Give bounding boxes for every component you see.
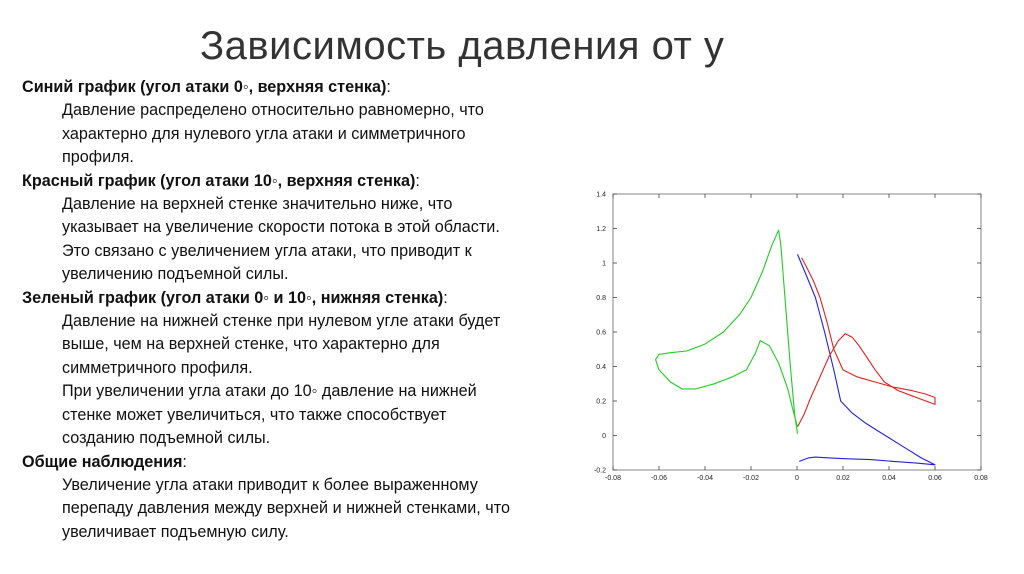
section-line: Давление на верхней стенке значительно ниже, что <box>62 195 453 214</box>
section-line: перепаду давления между верхней и нижней стенками, что <box>62 499 510 518</box>
section-line: характерно для нулевого угла атаки и симметричного <box>62 124 466 143</box>
x-tick-label: -0.02 <box>743 475 759 482</box>
section-line: Увеличение угла атаки приводит к более выраженному <box>62 475 478 494</box>
pressure-chart <box>585 186 995 496</box>
x-tick-label: -0.06 <box>651 475 667 482</box>
x-tick-label: 0.06 <box>928 475 942 482</box>
y-tick-label: 1.4 <box>596 191 606 199</box>
series-line-1 <box>798 254 936 464</box>
y-tick-label: 0.4 <box>596 364 606 371</box>
series-line-2 <box>798 258 936 427</box>
section-line: Давление распределено относительно равномерно, что <box>62 101 484 120</box>
section-line: выше, чем на верхней стенке, что характерно для <box>62 335 440 354</box>
slide-title: Зависимость давления от у <box>200 24 725 68</box>
y-tick-label: -0.2 <box>593 467 606 475</box>
x-tick-label: 0 <box>795 475 799 482</box>
section-heading: Красный график (угол атаки 10◦, верхняя стенка): <box>22 171 420 190</box>
y-tick-label: 1 <box>602 260 606 268</box>
y-tick-label: 0.8 <box>596 295 606 302</box>
section-line: Давление на нижней стенке при нулевом угле атаки будет <box>62 312 501 331</box>
x-tick-label: 0.08 <box>974 475 988 482</box>
chart-svg <box>585 186 995 496</box>
y-tick-label: 0.6 <box>596 329 606 337</box>
y-tick-label: 0 <box>602 433 606 440</box>
y-tick-label: 1.2 <box>596 226 606 233</box>
x-tick-label: 0.02 <box>836 475 850 482</box>
y-tick-label: 0.2 <box>596 398 606 406</box>
x-tick-label: 0.04 <box>882 475 896 482</box>
section-line: указывает на увеличение скорости потока в этой области. <box>62 218 500 237</box>
section-line: увеличивает подъемную силу. <box>62 522 289 541</box>
series-line-3 <box>656 230 798 434</box>
section-line: Это связано с увеличением угла атаки, что приводит к <box>62 241 472 260</box>
description-text <box>22 76 582 544</box>
section-line: профиля. <box>62 148 134 167</box>
section-heading: Общие наблюдения: <box>22 452 187 471</box>
section-line: увеличению подъемной силы. <box>62 265 289 284</box>
section-heading: Зеленый график (угол атаки 0◦ и 10◦, нижняя стенка): <box>22 288 448 307</box>
section-line: стенке может увеличиться, что также способствует <box>62 405 447 424</box>
x-tick-label: -0.04 <box>697 475 713 482</box>
x-tick-label: -0.08 <box>605 475 621 482</box>
section-heading: Синий график (угол атаки 0◦, верхняя стенка): <box>22 78 391 96</box>
section-line: созданию подъемной силы. <box>62 429 271 448</box>
section-line: При увеличении угла атаки до 10◦ давление на нижней <box>62 382 477 401</box>
section-line: симметричного профиля. <box>62 358 253 377</box>
